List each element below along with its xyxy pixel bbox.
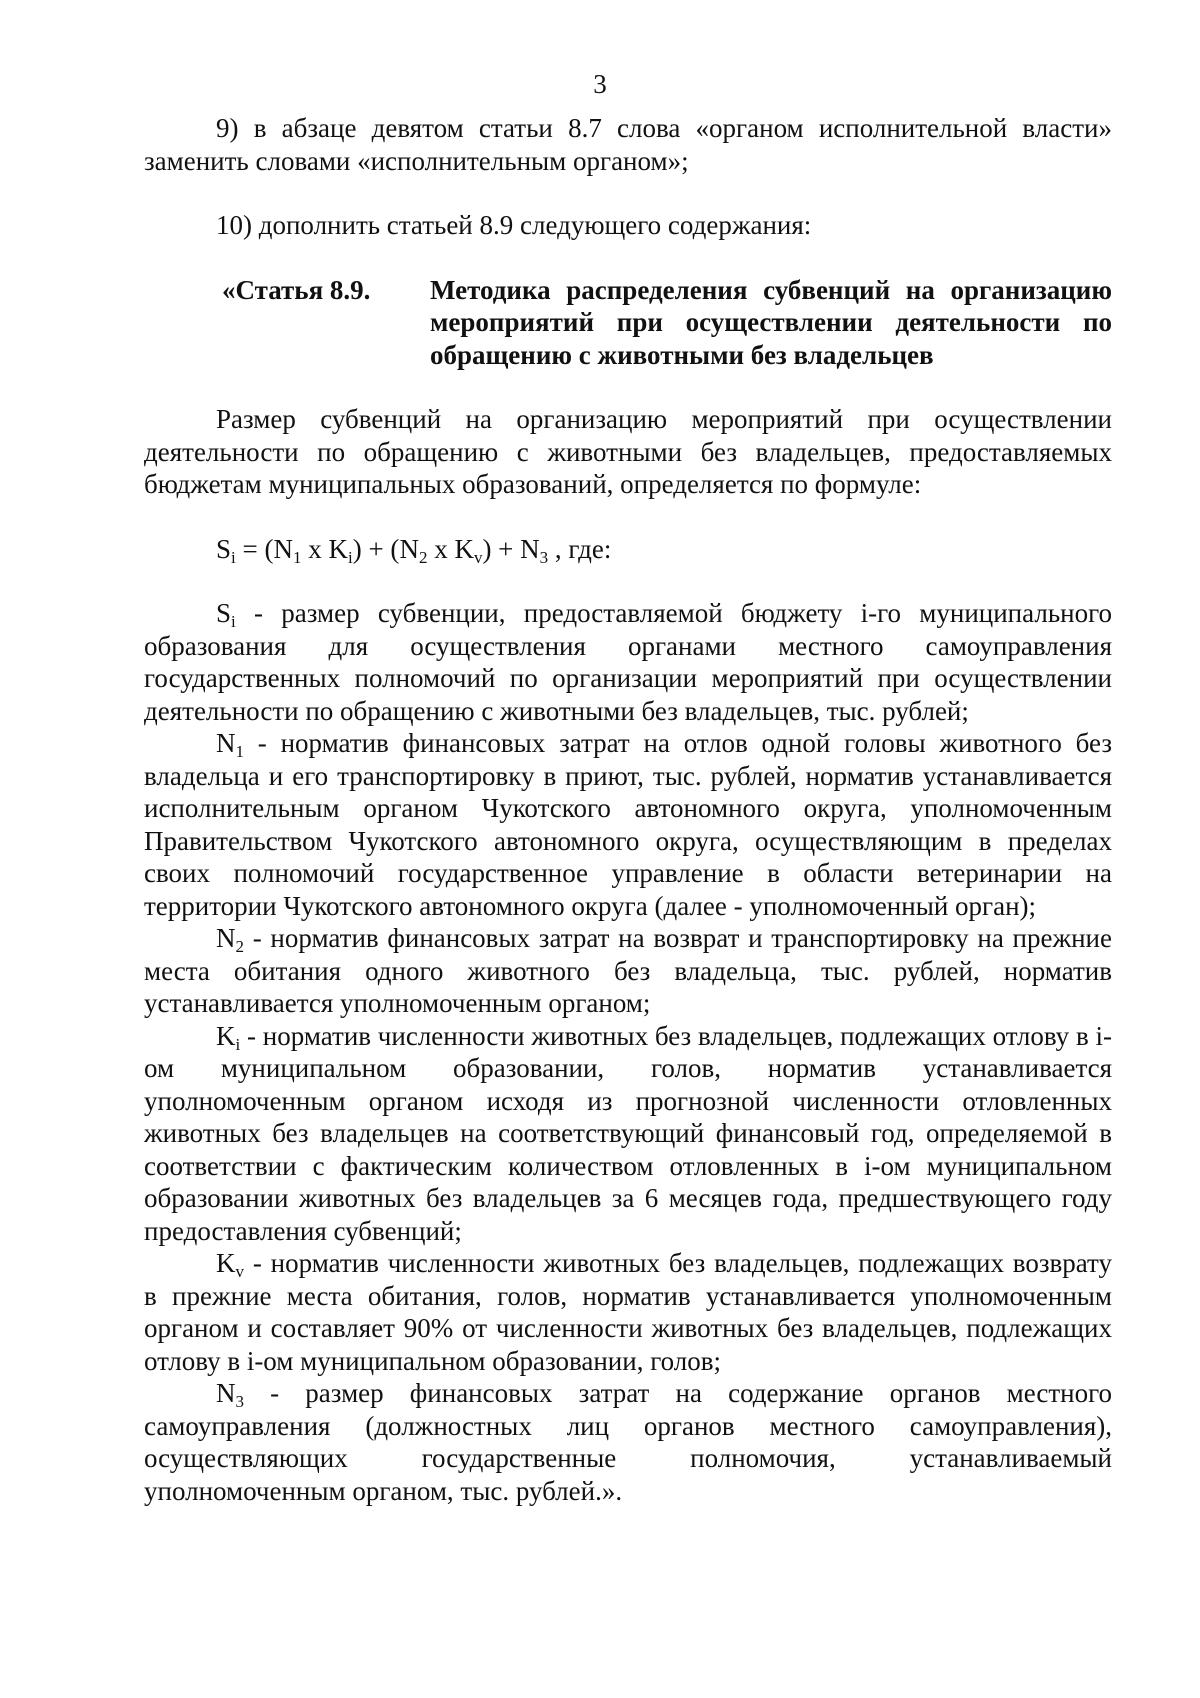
definition-text: - норматив финансовых затрат на возврат и транспортировку на прежние места обитания одного животного без владельца, тыс. рублей, норматив устанавливается уполномоченным органом; [144,923,1112,1018]
definition-subscript: 2 [235,937,244,956]
formula-part: ) + [482,533,521,564]
formula-n1: N [273,533,293,564]
article-number: «Статья 8.9. [222,274,371,305]
formula-n3-sub: 3 [539,547,549,567]
definition-text: - норматив финансовых затрат на отлов одной головы животного без владельца и его транспортировку в приют, тыс. рублей, норматив устанавливается исполнительным органом Чукотского автономного округа, уполномоченным Правительством Чукотского автономного округа, осуществляющим в пределах своих полномочий государственное управление в области ветеринарии на территории Чукотского автономного округа (далее - уполномоченный орган); [144,728,1112,921]
definition-kv [144,1247,1112,1377]
formula-part: ) + ( [352,533,400,564]
formula-part: , где: [548,533,612,564]
definition-subscript: i [231,612,236,631]
formula-kv: K [454,533,474,564]
definition-text: - размер финансовых затрат на содержание органов местного самоуправления (должностных лиц органов местного самоуправления), осуществляющих государственные полномочия, устанавливаемый уполномоченным органом, тыс. рублей.». [144,1378,1112,1506]
definition-si [144,597,1112,727]
definition-symbol: N [216,923,236,953]
definition-text: - норматив численности животных без владельцев, подлежащих возврату в прежние места обитания, голов, норматив устанавливается уполномоченным органом и составляет 90% от численности животных без владельцев, подлежащих отлову в i-ом муниципальном образовании, голов; [144,1248,1112,1376]
definition-symbol: N [216,728,236,758]
amendment-paragraph-9: 9) в абзаце девятом статьи 8.7 слова «органом исполнительной власти» заменить словами «исполнительным органом»; [144,113,1112,176]
formula-ki: K [328,533,348,564]
formula-part: x [301,533,329,564]
formula-n3: N [520,533,540,564]
definition-text: - размер субвенции, предоставляемой бюджету i-го муниципального образования для осуществления органами местного самоуправления государственных полномочий по организации мероприятий при осуществлении деятельности по обращению с животными без владельцев, тыс. рублей; [144,598,1112,726]
formula-s-sub: i [231,547,236,567]
formula-part: = ( [235,533,274,564]
definition-symbol: K [216,1248,236,1278]
formula-ki-sub: i [347,547,353,567]
article-title: Методика распределения субвенций на организацию мероприятий при осуществлении деятельности по обращению с животными без владельцев [430,274,1112,370]
formula-part: x [427,533,455,564]
definition-subscript: v [235,1262,244,1281]
definition-symbol: K [216,1020,236,1051]
article-heading [144,274,1112,372]
formula-n1-sub: 1 [292,547,302,567]
definition-text: - норматив численности животных без владельцев, подлежащих отлову в i-ом муниципальном образовании, голов, норматив устанавливается уполномоченным органом исходя из прогнозной численности отловленных животных без владельцев на соответствующий финансовый год, определяемой в соответствии с фактическим количеством отловленных в i-ом муниципальном образовании животных без владельцев за 6 месяцев года, предшествующего году предоставления субвенций; [144,1020,1112,1246]
amendment-paragraph-10: 10) дополнить статьей 8.9 следующего содержания: [216,210,812,240]
formula-n2-sub: 2 [418,547,428,567]
formula [144,533,1112,566]
formula-s: S [216,533,232,564]
definition-symbol: S [216,598,232,628]
definition-n3 [144,1377,1112,1507]
intro-paragraph: Размер субвенций на организацию мероприятий при осуществлении деятельности по обращению с животными без владельцев, предоставляемых бюджетам муниципальных образований, определяется по формуле: [144,404,1112,499]
formula-n2: N [399,533,419,564]
definition-n2 [144,922,1112,1020]
document-body [144,112,1112,1507]
page-number: 3 [593,69,607,99]
formula-kv-sub: v [473,547,483,567]
definition-subscript: i [235,1034,241,1054]
definition-subscript: 3 [235,1392,244,1411]
definition-symbol: N [216,1378,236,1408]
definition-subscript: 1 [235,742,244,761]
definition-ki [144,1020,1112,1248]
definition-n1 [144,727,1112,922]
